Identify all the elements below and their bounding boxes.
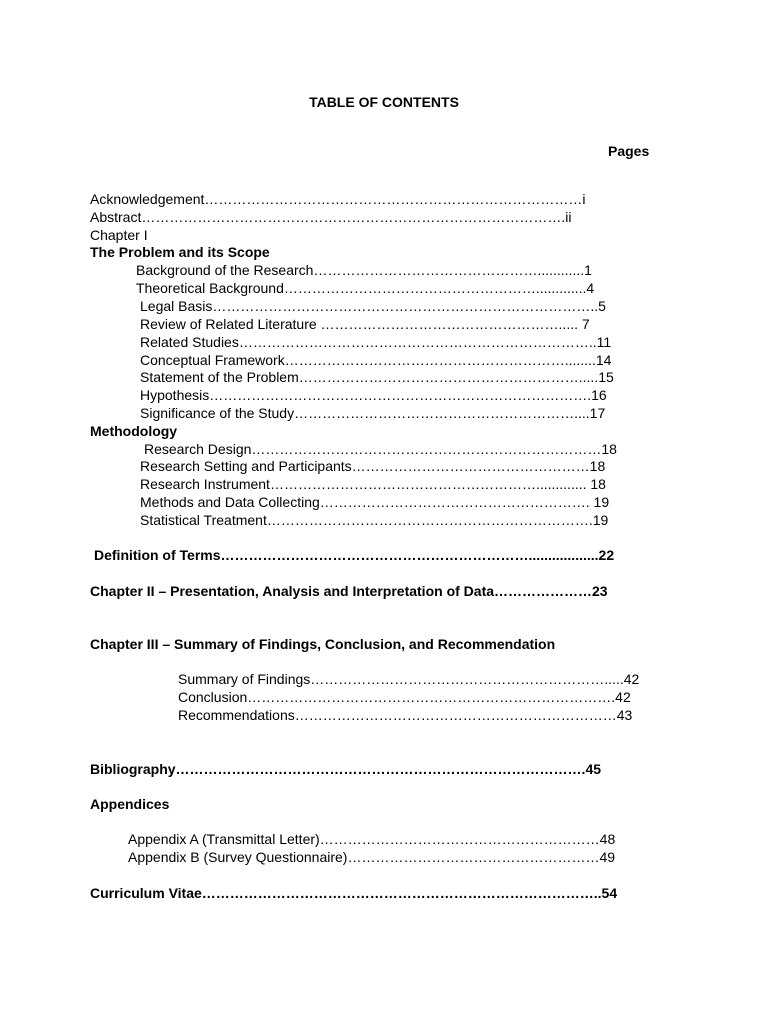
toc-entry-hypothesis: Hypothesis……………………………………………………………………….16 (140, 387, 607, 403)
toc-entry-statistical-treatment: Statistical Treatment…………………………………………………………….19 (140, 512, 609, 528)
toc-entry-statement-problem: Statement of the Problem…………………………………………………….....15 (140, 369, 614, 385)
toc-heading-methodology: Methodology (90, 423, 178, 439)
toc-entry-acknowledgement: Acknowledgement………………………………………………………………………i (90, 191, 586, 207)
toc-entry-appendix-b: Appendix B (Survey Questionnaire)………………………………………………49 (128, 849, 616, 865)
toc-entry-chapter-2: Chapter II – Presentation, Analysis and Interpretation of Data…………………23 (90, 583, 608, 599)
toc-entry-curriculum-vitae: Curriculum Vitae…………………………………………………………………………..54 (90, 885, 618, 901)
toc-entry-background-research: Background of the Research…………………………………………............1 (136, 262, 592, 278)
toc-heading-appendices: Appendices (90, 796, 170, 812)
toc-entry-bibliography: Bibliography…………………………………………………………………………….45 (90, 761, 602, 777)
toc-entry-chapter-1: Chapter I (90, 227, 148, 243)
toc-entry-conceptual-framework: Conceptual Framework……………………………………………………........14 (140, 352, 612, 368)
toc-entry-abstract: Abstract……………………………………………………………………………….ii (90, 209, 572, 225)
toc-entry-conclusion: Conclusion…………………………………………………………………….42 (178, 689, 631, 705)
toc-entry-methods-data: Methods and Data Collecting…………………………………………………. 19 (140, 494, 610, 510)
toc-entry-research-setting: Research Setting and Participants……………………………………………18 (140, 458, 606, 474)
toc-entry-appendix-a: Appendix A (Transmittal Letter)……………………………………………………48 (128, 831, 616, 847)
page-title: TABLE OF CONTENTS (309, 94, 459, 110)
toc-entry-related-studies: Related Studies…………………………………………………………………..11 (140, 334, 612, 350)
toc-entry-recommendations: Recommendations……………………………………………………………43 (178, 707, 633, 723)
toc-entry-definition-terms: Definition of Terms…………………………………………………………..................22 (94, 547, 615, 563)
toc-entry-significance: Significance of the Study……………………………………………………....17 (140, 405, 606, 421)
toc-entry-legal-basis: Legal Basis………………………………………………………………………..5 (140, 298, 606, 314)
toc-entry-summary-findings: Summary of Findings……………………………………………………….....42 (178, 671, 640, 687)
pages-column-label: Pages (608, 143, 650, 159)
toc-heading-problem-scope: The Problem and its Scope (90, 244, 270, 260)
toc-entry-research-design: Research Design…………………………………………………………………18 (144, 441, 617, 457)
toc-entry-chapter-3: Chapter III – Summary of Findings, Conclusion, and Recommendation (90, 636, 556, 652)
toc-entry-research-instrument: Research Instrument…………………………………………………............. 18 (140, 476, 606, 492)
toc-entry-theoretical-background: Theoretical Background……………………………………………….............4 (136, 280, 595, 296)
toc-entry-review-literature: Review of Related Literature ……………………………………………..... 7 (140, 316, 590, 332)
